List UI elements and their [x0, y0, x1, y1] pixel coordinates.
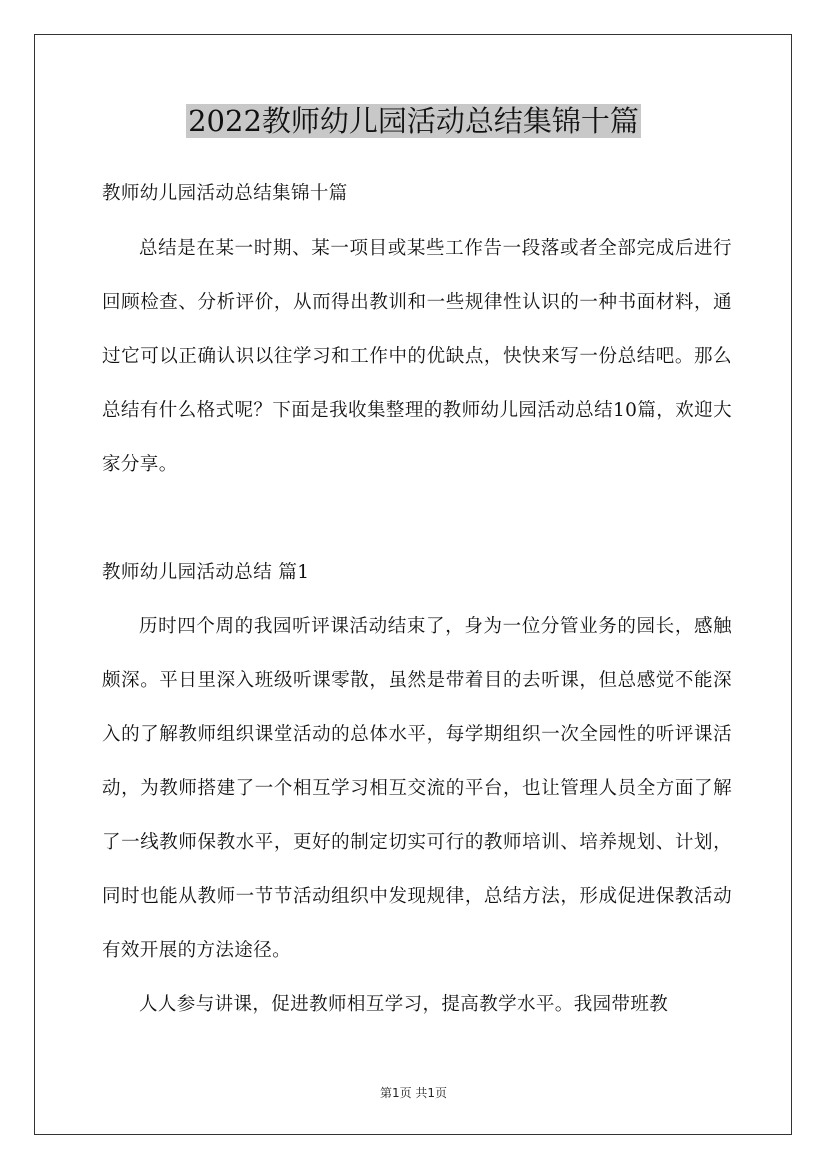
intro-paragraph: 总结是在某一时期、某一项目或某些工作告一段落或者全部完成后进行回顾检查、分析评价，从而得出教训和一些规律性认识的一种书面材料，通过它可以正确认识以往学习和工作中的优缺点，快快来写一份总结吧。那么总结有什么格式呢？下面是我收集整理的教师幼儿园活动总结10篇，欢迎大家分享。 [102, 238, 732, 475]
document-title [0, 100, 827, 142]
section-paragraph: 历时四个周的我园听评课活动结束了，身为一位分管业务的园长，感触颇深。平日里深入班级听课零散，虽然是带着目的去听课，但总感觉不能深入的了解教师组织课堂活动的总体水平，每学期组织一次全园性的听评课活动，为教师搭建了一个相互学习相互交流的平台，也让管理人员全方面了解了一线教师保教水平，更好的制定切实可行的教师培训、培养规划、计划，同时也能从教师一节节活动组织中发现规律，总结方法，形成促进保教活动有效开展的方法途径。 [102, 616, 732, 961]
section-body [102, 600, 732, 1032]
intro-section [102, 222, 732, 492]
document-subtitle: 教师幼儿园活动总结集锦十篇 [102, 183, 348, 204]
section-heading: 教师幼儿园活动总结 篇1 [102, 562, 310, 583]
document-title-text: 2022教师幼儿园活动总结集锦十篇 [188, 104, 639, 138]
page-footer: 第1页 共1页 [379, 1086, 448, 1100]
section-paragraph: 人人参与讲课，促进教师相互学习，提高教学水平。我园带班教 [139, 994, 669, 1015]
